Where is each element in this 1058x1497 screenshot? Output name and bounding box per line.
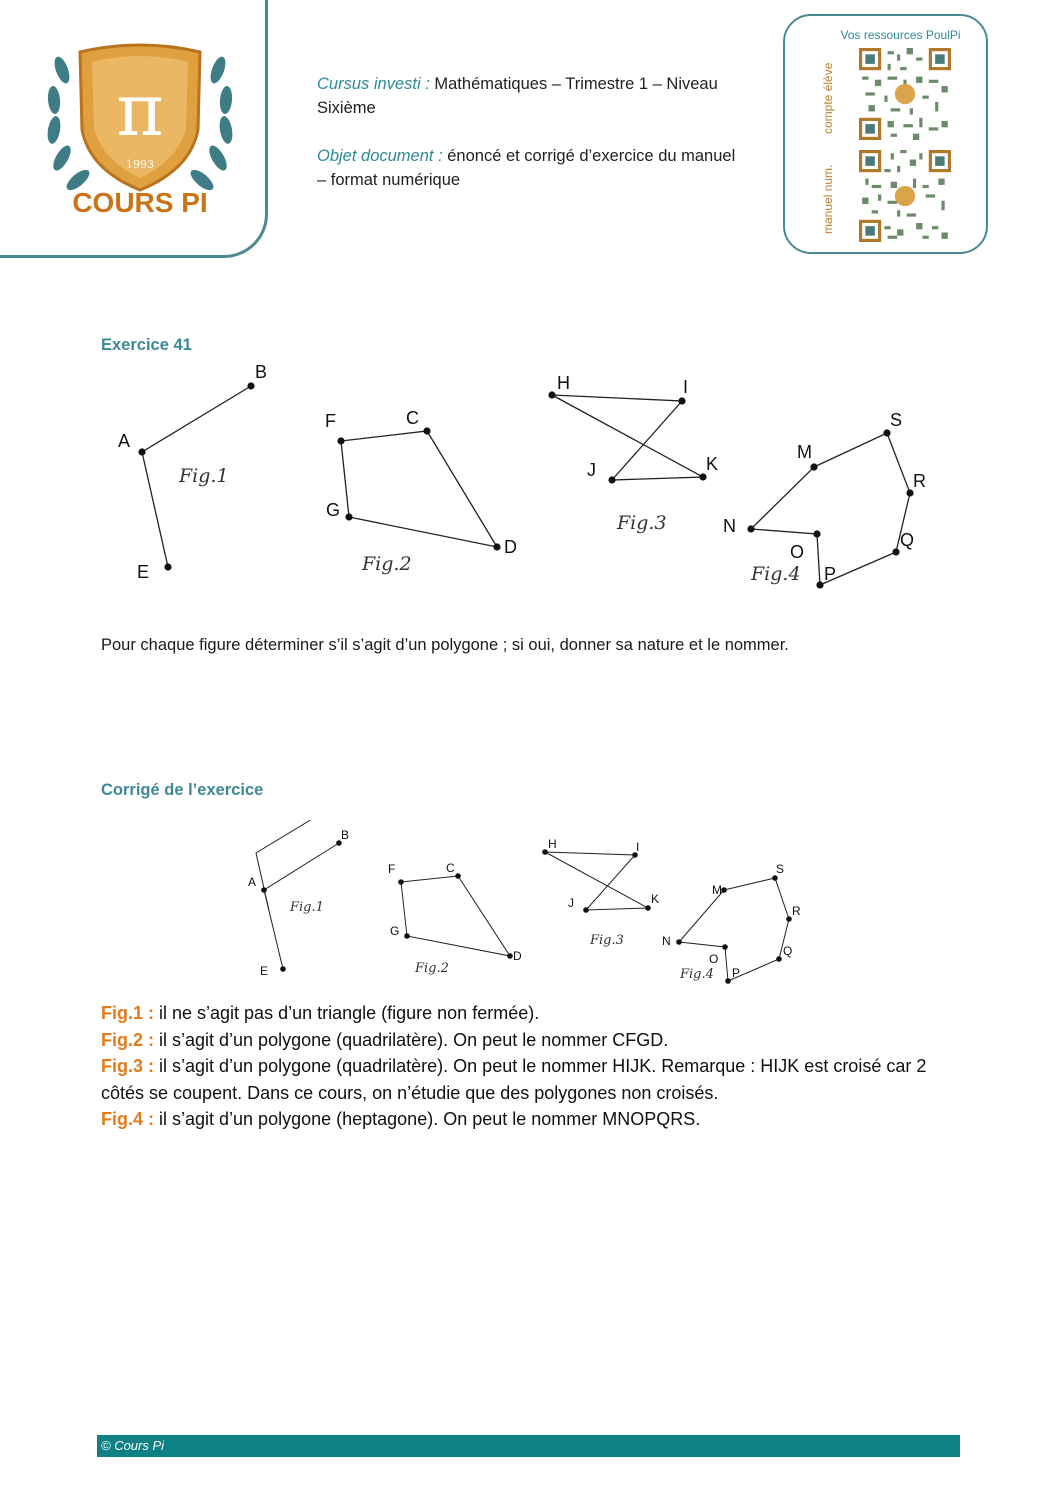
fig1-caption: Fig.1 (179, 465, 229, 487)
logo-year: 1993 (126, 158, 154, 171)
fig3-caption: Fig.3 (617, 512, 667, 534)
corr-fig4-label-M: M (712, 883, 722, 897)
fig3-label-K: K (706, 454, 719, 474)
fig3-label-H: H (557, 373, 570, 393)
corr-fig4-label-R: R (792, 904, 801, 918)
corr-fig1-label-B: B (341, 828, 350, 842)
corr-fig3-label-I: I (636, 840, 640, 854)
cursus-value: Mathématiques – Trimestre 1 – Niveau Sixième (317, 75, 718, 117)
fig1-label-E: E (137, 562, 150, 582)
fig2-label-F: F (325, 411, 336, 431)
fig4-label-O: O (790, 542, 805, 562)
label-compte-eleve: compte élève (821, 62, 835, 134)
answer-fig3-text: il s’agit d’un polygone (quadrilatère). On peut le nommer HIJK. Remarque : HIJK est croisé car 2 côtés se coupent. Dans ce cours, on n’étudie que des polygones non croisés. (101, 1056, 927, 1103)
resources-title: Vos ressources PoulPi (840, 28, 961, 42)
fig4-label-S: S (890, 410, 903, 430)
logo-pi-symbol: π (116, 68, 164, 152)
exercise-figures (0, 0, 1058, 620)
corr-fig4-label-O: O (709, 952, 719, 966)
objet-value: énoncé et corrigé d’exercice du manuel – format numérique (317, 147, 736, 189)
fig4-label-Q: Q (900, 530, 915, 550)
fig4-caption: Fig.4 (751, 563, 801, 585)
fig2-label-G: G (326, 500, 341, 520)
answer-fig2-lead: Fig.2 : (101, 1029, 154, 1050)
fig4-label-P: P (824, 564, 837, 584)
answer-fig4 (101, 1106, 971, 1133)
fig2-label-C: C (406, 408, 419, 428)
answer-fig4-text: il s’agit d’un polygone (heptagone). On peut le nommer MNOPQRS. (154, 1109, 701, 1129)
corr-fig2-label-F: F (388, 862, 396, 876)
answer-fig1 (101, 1000, 971, 1027)
answer-fig2-text: il s’agit d’un polygone (quadrilatère). On peut le nommer CFGD. (154, 1029, 669, 1050)
fig2-label-D: D (504, 537, 517, 557)
corr-fig3-label-K: K (651, 892, 660, 906)
logo-name: COURS PI (72, 187, 208, 218)
fig4-label-N: N (723, 516, 736, 536)
fig4-label-M: M (797, 442, 812, 462)
corr-fig2-label-C: C (446, 861, 455, 875)
label-manuel-num: manuel num. (821, 164, 835, 234)
corr-fig1-caption: Fig.1 (290, 900, 324, 915)
corr-fig1-label-E: E (260, 964, 269, 978)
objet-label: Objet document : (317, 147, 443, 165)
corr-fig2-label-G: G (390, 924, 400, 938)
corr-fig4-label-N: N (662, 934, 671, 948)
corr-fig3-label-H: H (548, 837, 557, 851)
fig4-label-R: R (913, 471, 926, 491)
corr-fig2-caption: Fig.2 (415, 961, 449, 976)
footer-bar (97, 1435, 960, 1457)
cursus-label: Cursus investi : (317, 75, 430, 93)
answer-fig3-lead: Fig.3 : (101, 1056, 154, 1076)
corr-fig3-caption: Fig.3 (590, 933, 624, 948)
answer-fig4-lead: Fig.4 : (101, 1109, 154, 1129)
answer-fig1-lead: Fig.1 : (101, 1003, 154, 1023)
corr-fig1-label-A: A (248, 875, 257, 889)
correction-title: Corrigé de l’exercice (101, 781, 264, 799)
fig1-label-B: B (255, 362, 268, 382)
answer-fig1-text: il ne s’agit pas d’un triangle (figure non fermée). (154, 1003, 540, 1023)
corr-fig3-label-J: J (568, 896, 574, 910)
fig3-label-J: J (587, 460, 596, 480)
fig2-caption: Fig.2 (362, 553, 412, 575)
exercise-instruction: Pour chaque figure déterminer s’il s’agit d’un polygone ; si oui, donner sa nature et le nommer. (101, 636, 789, 654)
footer-copyright: © Cours Pi (101, 1438, 165, 1453)
corr-fig2-label-D: D (513, 949, 522, 963)
corr-fig4-label-Q: Q (783, 944, 793, 958)
corr-fig4-label-S: S (776, 862, 785, 876)
correction-answers (101, 1000, 971, 1133)
correction-figures (240, 820, 820, 990)
corr-fig4-caption: Fig.4 (680, 967, 714, 982)
exercise-title: Exercice 41 (101, 336, 192, 354)
answer-fig3 (101, 1053, 971, 1106)
fig3-label-I: I (683, 377, 689, 397)
corr-fig4-label-P: P (732, 966, 741, 980)
fig1-label-A: A (118, 431, 131, 451)
answer-fig2 (101, 1027, 971, 1054)
